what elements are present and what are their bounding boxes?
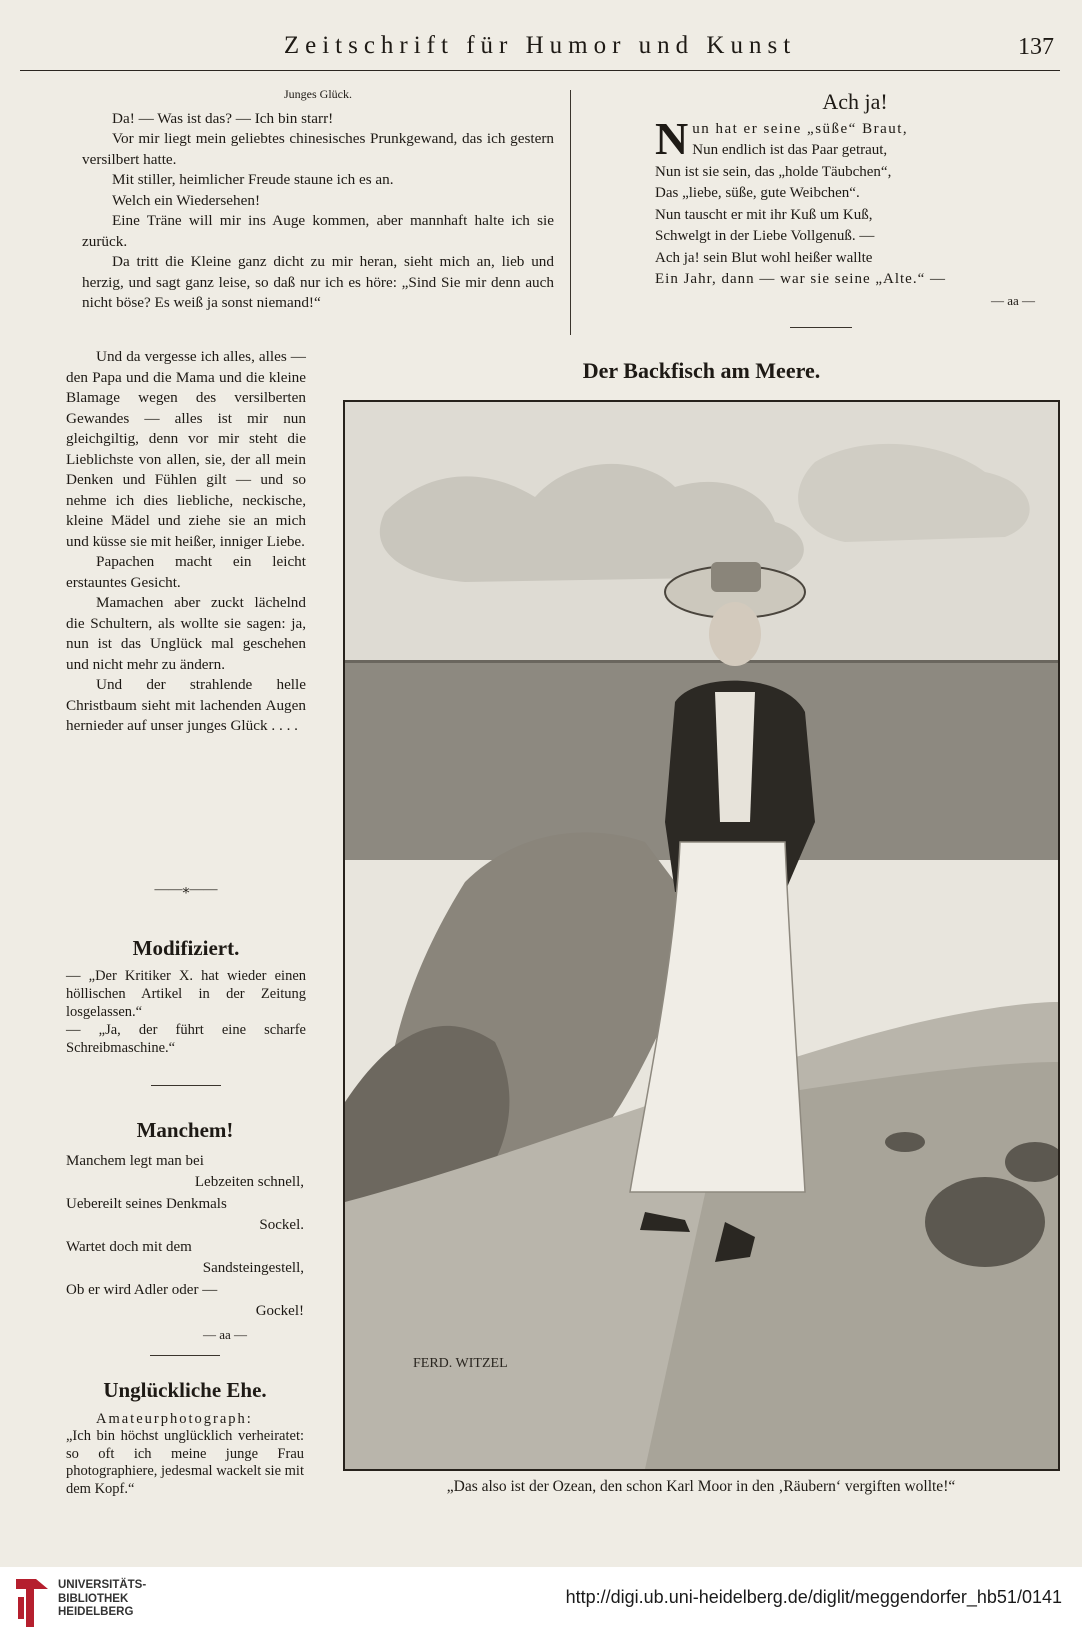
verse-line: Nun ist sie sein, das „holde Täubchen“, bbox=[655, 163, 892, 180]
illustration-backfisch bbox=[343, 400, 1060, 1471]
section-rule bbox=[150, 1355, 220, 1356]
signature: — aa — bbox=[202, 1326, 248, 1342]
verse-line: Sockel. bbox=[259, 1217, 304, 1233]
verse-line: Schwelgt in der Liebe Vollgenuß. — bbox=[655, 228, 875, 244]
column-divider bbox=[570, 90, 571, 335]
paragraph: Da tritt die Kleine ganz dicht zu mir heran, sieht mich an, lieb und herzig, und sagt ganz leise, so daß nur ich es höre: „Sind Sie mir denn auch nicht böse? Es weiß ja sonst niemand!“ bbox=[82, 253, 554, 311]
source-url-link[interactable]: http://digi.ub.uni-heidelberg.de/diglit/meggendorfer_hb51/0141 bbox=[565, 1587, 1062, 1607]
paragraph: Papachen macht ein leicht erstauntes Gesicht. bbox=[66, 553, 306, 591]
paragraph: Vor mir liegt mein geliebtes chinesisches Prunkgewand, das ich gestern versilbert hatte. bbox=[82, 130, 554, 168]
illustration-title: Der Backfisch am Meere. bbox=[582, 358, 821, 383]
library-name-line: BIBLIOTHEK bbox=[58, 1592, 129, 1605]
verse-line: Lebzeiten schnell, bbox=[194, 1174, 304, 1190]
verse-line: Ach ja! sein Blut wohl heißer wallte bbox=[655, 249, 873, 266]
verse-line: un hat er seine „süße“ Braut, bbox=[692, 120, 909, 137]
paragraph: Und der strahlende helle Christbaum sieht mit lachenden Augen hernieder auf unser junges Glück . . . . bbox=[66, 676, 306, 734]
paragraph: Mit stiller, heimlicher Freude staune ich es an. bbox=[112, 171, 394, 188]
poem-title: Ach ja! bbox=[822, 89, 888, 114]
verse-line: Uebereilt seines Denkmals bbox=[66, 1195, 227, 1212]
verse-line: Sandsteingestell, bbox=[202, 1260, 304, 1276]
verse-line: Ein Jahr, dann — war sie seine „Alte.“ — bbox=[655, 271, 946, 287]
unglueckliche-ehe-section bbox=[66, 1380, 304, 1498]
artist-signature: FERD. WITZEL bbox=[413, 1356, 508, 1371]
paragraph: Welch ein Wiedersehen! bbox=[112, 191, 261, 209]
verse-line: Gockel! bbox=[255, 1303, 304, 1319]
paragraph: Und da vergesse ich alles, alles — den Papa und die Mama und die kleine Blamage wegen des versilberten Gewandes — alles ist mir nun gleichgiltig, denn vor mir steht die Lieblichste von allen, sie, der all mein Denken und Fühlen gilt — und so nehme ich dies liebliche, neckische, kleine Mädel und ziehe sie an mich und küsse sie mit heißer, inniger Liebe. bbox=[66, 348, 306, 550]
paragraph: Da! — Was ist das? — Ich bin starr! bbox=[112, 109, 334, 127]
face bbox=[709, 602, 761, 666]
hat-crown bbox=[711, 562, 761, 592]
verse-line: Manchem legt man bei bbox=[66, 1152, 204, 1169]
ach-ja-poem bbox=[655, 89, 1035, 311]
section-title: Modifiziert. bbox=[132, 936, 240, 960]
dialogue-line: — „Ja, der führt eine scharfe Schreibmaschine.“ bbox=[66, 1021, 306, 1056]
paragraph: Mamachen aber zuckt lächelnd die Schultern, als wollte sie sagen: ja, nun ist das Unglück mal geschehen und nicht mehr zu ändern. bbox=[66, 594, 306, 673]
illustration-drawing bbox=[345, 402, 1058, 1469]
header-rule bbox=[20, 70, 1060, 71]
junges-glueck-narrow bbox=[66, 347, 306, 737]
page-number: 137 bbox=[1018, 34, 1054, 60]
section-title: Unglückliche Ehe. bbox=[103, 1378, 267, 1402]
illustration-caption: „Das also ist der Ozean, den schon Karl Moor in den ‚Räubern‘ vergiften wollte!“ bbox=[446, 1478, 956, 1495]
verse-line: Das „liebe, süße, gute Weibchen“. bbox=[655, 185, 860, 201]
paragraph: Eine Träne will mir ins Auge kommen, aber mannhaft halte ich sie zurück. bbox=[82, 212, 554, 250]
library-name-line: HEIDELBERG bbox=[58, 1606, 134, 1618]
ornament-separator: ——⁎—— bbox=[154, 882, 218, 897]
verse-line: Nun endlich ist das Paar getraut, bbox=[692, 142, 888, 158]
manchem-section bbox=[66, 1120, 304, 1356]
drop-cap: N bbox=[655, 112, 689, 164]
section-rule bbox=[151, 1085, 221, 1086]
library-name-line: UNIVERSITÄTS- bbox=[58, 1579, 147, 1591]
journal-title: Zeitschrift für Humor und Kunst bbox=[283, 32, 797, 59]
horizon bbox=[345, 660, 1058, 663]
section-heading: Junges Glück. bbox=[284, 87, 352, 101]
speaker: Amateurphotograph: bbox=[96, 1410, 253, 1427]
dialogue-line: — „Der Kritiker X. hat wieder einen höllischen Artikel in der Zeitung losgelassen.“ bbox=[66, 967, 306, 1020]
library-name bbox=[58, 1579, 146, 1620]
signature: — aa — bbox=[990, 292, 1035, 308]
verse-line: Wartet doch mit dem bbox=[66, 1238, 192, 1255]
paragraph: „Ich bin höchst unglücklich verheiratet: so oft ich meine junge Frau photographiere, jedesmal wackelt sie mit dem Kopf.“ bbox=[66, 1428, 304, 1497]
verse-line: Nun tauscht er mit ihr Kuß um Kuß, bbox=[655, 206, 873, 223]
page-header bbox=[20, 30, 1060, 72]
section-title: Manchem! bbox=[136, 1118, 234, 1142]
library-footer bbox=[0, 1567, 1082, 1643]
library-logo-icon bbox=[12, 1575, 52, 1636]
blouse bbox=[715, 692, 755, 822]
section-rule bbox=[790, 327, 852, 328]
modifiziert-section bbox=[66, 938, 306, 1086]
junges-glueck-wide bbox=[82, 84, 554, 314]
verse-line: Ob er wird Adler oder — bbox=[66, 1281, 218, 1298]
